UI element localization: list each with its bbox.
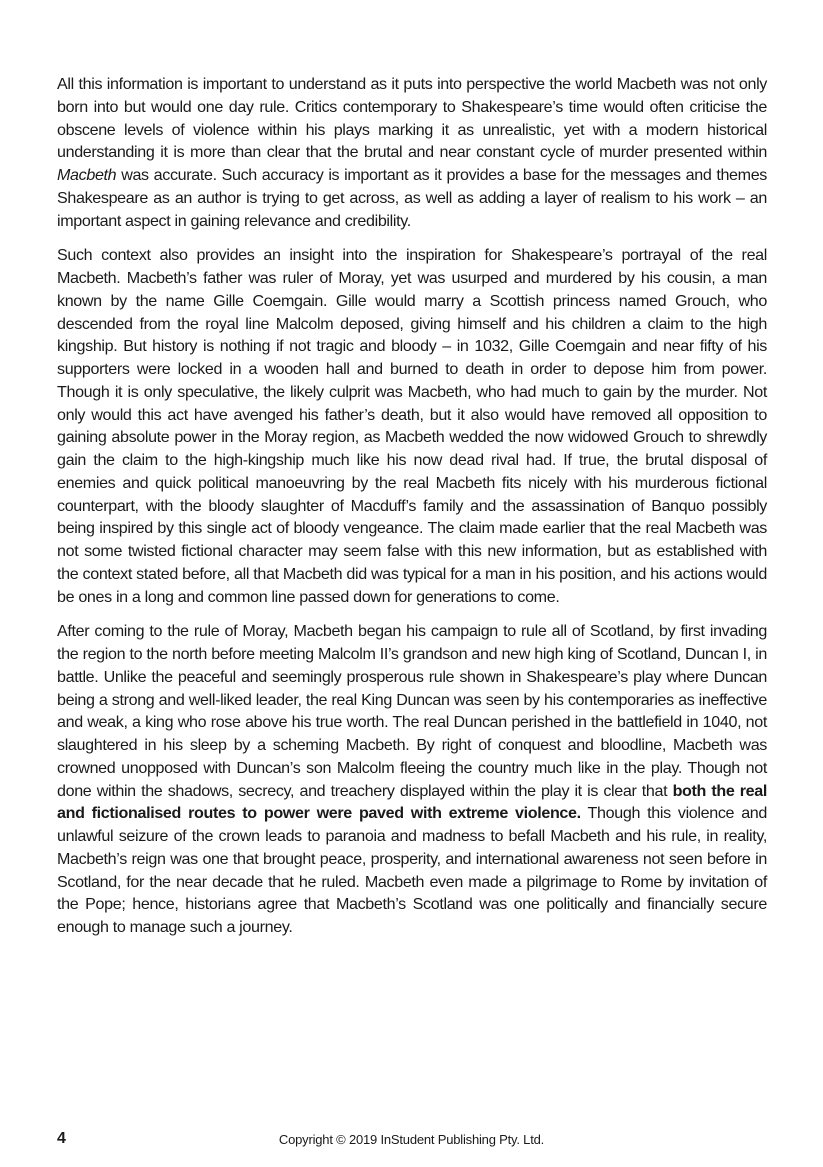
copyright-notice: Copyright © 2019 InStudent Publishing Pty. Ltd. xyxy=(278,1132,545,1147)
paragraph-1 xyxy=(57,73,767,232)
paragraph-3-text-a: After coming to the rule of Moray, Macbeth began his campaign to rule all of Scotland, by first invading the region to the north before meeting Malcolm II’s grandson and new high king of Scotland, Duncan I, in battle. Unlike the peaceful and seemingly prosperous rule shown in Shakespeare’s play where Duncan being a strong and well-liked leader, the real King Duncan was seen by his contemporaries as ineffective and weak, a king who rose above his true worth. The real Duncan perished in the battlefield in 1040, not slaughtered in his sleep by a scheming Macbeth. By right of conquest and bloodline, Macbeth was crowned unopposed with Duncan’s son Malcolm fleeing the country much like in the play. Though not done within the shadows, secrecy, and treachery displayed within the play it is clear that xyxy=(57,622,767,800)
paragraph-1-text-a: All this information is important to understand as it puts into perspective the world Macbeth was not only born into but would one day rule. Critics contemporary to Shakespeare’s time would often criticise the obscene levels of violence within his plays marking it as unrealistic, yet with a modern historical understanding it is more than clear that the brutal and near constant cycle of murder presented within xyxy=(57,75,767,162)
document-body xyxy=(57,73,767,951)
bold-thesis-statement: both the real and fictionalised routes to power were paved with extreme violence. xyxy=(57,781,767,823)
paragraph-2-text: Such context also provides an insight into the inspiration for Shakespeare’s portrayal of the real Macbeth. Macbeth’s father was ruler of Moray, yet was usurped and murdered by his cousin, a man known by the name Gille Coemgain. Gille would marry a Scottish princess named Grouch, who descended from the royal line Malcolm deposed, giving himself and his children a claim to the high kingship. But history is nothing if not tragic and bloody – in 1032, Gille Coemgain and near fifty of his supporters were locked in a wooden hall and burned to death in order to depose him from power. Though it is only speculative, the likely culprit was Macbeth, who had much to gain by the murder. Not only would this act have avenged his father’s death, but it also would have removed all opposition to gaining absolute power in the Moray region, as Macbeth wedded the now widowed Grouch to shrewdly gain the claim to the high-kingship much like his now dead rival had. If true, the brutal disposal of enemies and quick political manoeuvring by the real Macbeth fits nicely with his murderous fictional counterpart, with the bloody slaughter of Macduff’s family and the assassination of Banquo possibly being inspired by this single act of bloody vengeance. The claim made earlier that the real Macbeth was not some twisted fictional character may seem false with this new information, but as established with the context stated before, all that Macbeth did was typical for a man in his position, and his actions would be ones in a long and common line passed down for generations to come. xyxy=(57,246,767,606)
page-number: 4 xyxy=(57,1130,66,1147)
paragraph-3-text-b: Though this violence and unlawful seizure of the crown leads to paranoia and madness to befall Macbeth and his rule, in reality, Macbeth’s reign was one that brought peace, prosperity, and international awareness not seen before in Scotland, for the near decade that he ruled. Macbeth even made a pilgrimage to Rome by invitation of the Pope; hence, historians agree that Macbeth’s Scotland was one politically and financially secure enough to manage such a journey. xyxy=(57,804,768,936)
paragraph-2 xyxy=(57,244,767,608)
paragraph-1-text-b: was accurate. Such accuracy is important as it provides a base for the messages and themes Shakespeare as an author is trying to get across, as well as adding a layer of realism to his work – an important aspect in gaining relevance and credibility. xyxy=(57,166,767,230)
paragraph-3 xyxy=(57,620,767,939)
play-title-italic: Macbeth xyxy=(57,166,117,184)
